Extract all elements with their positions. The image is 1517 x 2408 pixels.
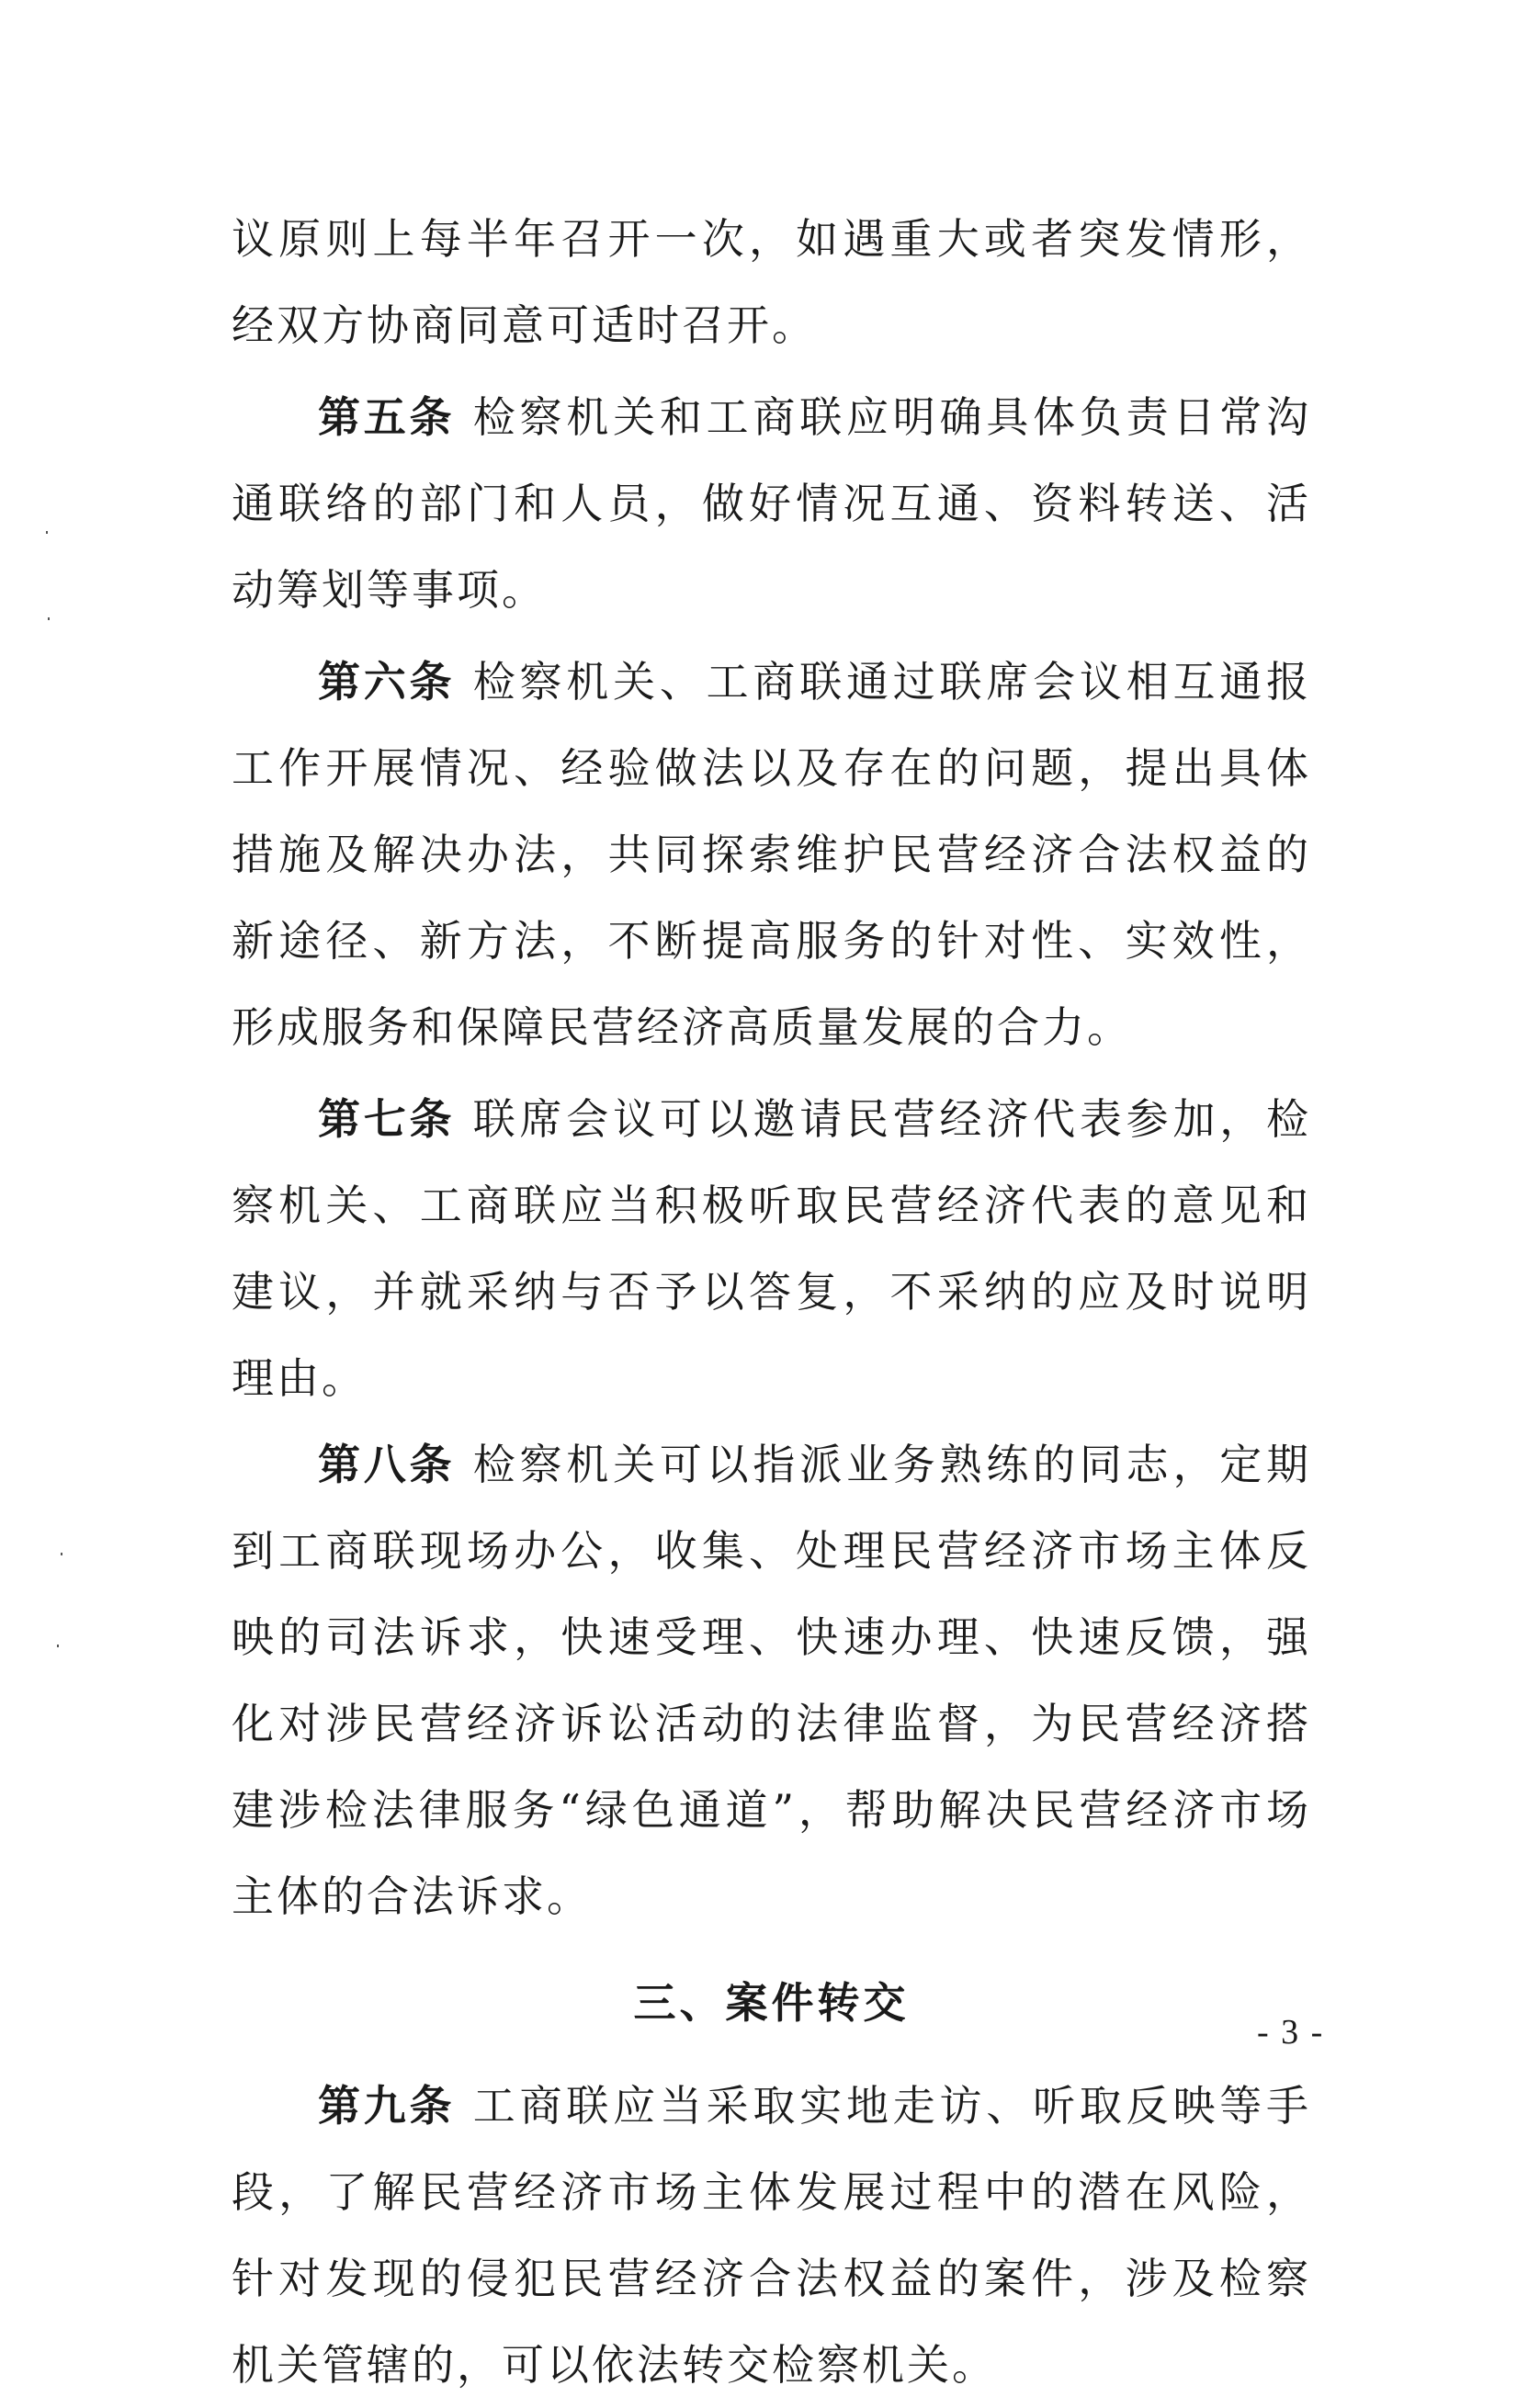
scan-speck bbox=[46, 531, 48, 534]
article-number: 第九条 bbox=[318, 2081, 456, 2131]
article-text: 检察机关、工商联通过联席会议相互通报工作开展情况、经验做法以及存在的问题，提出具体措施及解决办法，共同探索维护民营经济合法权益的新途径、新方法，不断提高服务的针对性、实效性，形成服务和保障民营经济高质量发展的合力。 bbox=[232, 657, 1312, 1052]
article-number: 第六条 bbox=[318, 657, 456, 707]
article-number: 第八条 bbox=[318, 1440, 456, 1489]
article-text: 检察机关可以指派业务熟练的同志，定期到工商联现场办公，收集、处理民营经济市场主体反映的司法诉求，快速受理、快速办理、快速反馈，强化对涉民营经济诉讼活动的法律监督，为民营经济搭建涉检法律服务“绿色通道”，帮助解决民营经济市场主体的合法诉求。 bbox=[232, 1440, 1312, 1921]
article-text: 工商联应当采取实地走访、听取反映等手段，了解民营经济市场主体发展过程中的潜在风险，针对发现的侵犯民营经济合法权益的案件，涉及检察机关管辖的，可以依法转交检察机关。 bbox=[232, 2081, 1312, 2390]
article-text: 联席会议可以邀请民营经济代表参加，检察机关、工商联应当积极听取民营经济代表的意见和建议，并就采纳与否予以答复，不采纳的应及时说明理由。 bbox=[232, 1094, 1312, 1403]
article-8 bbox=[232, 1421, 1311, 1939]
page-number: - 3 - bbox=[1257, 2013, 1325, 2052]
article-6 bbox=[232, 639, 1311, 1070]
scan-speck bbox=[61, 1553, 62, 1555]
article-5 bbox=[232, 374, 1311, 633]
continuation-paragraph: 议原则上每半年召开一次，如遇重大或者突发情形，经双方协商同意可适时召开。 bbox=[232, 214, 1311, 350]
article-number: 第七条 bbox=[318, 1094, 456, 1144]
article-7 bbox=[232, 1076, 1311, 1421]
article-9 bbox=[232, 2063, 1311, 2408]
section-heading: 三、案件转交 bbox=[633, 1978, 910, 2028]
document-body bbox=[232, 196, 1311, 2408]
scan-speck bbox=[57, 1645, 59, 1647]
scan-speck bbox=[48, 617, 50, 620]
article-text: 检察机关和工商联应明确具体负责日常沟通联络的部门和人员，做好情况互通、资料转送、活动筹划等事项。 bbox=[232, 392, 1312, 615]
article-number: 第五条 bbox=[318, 392, 456, 442]
